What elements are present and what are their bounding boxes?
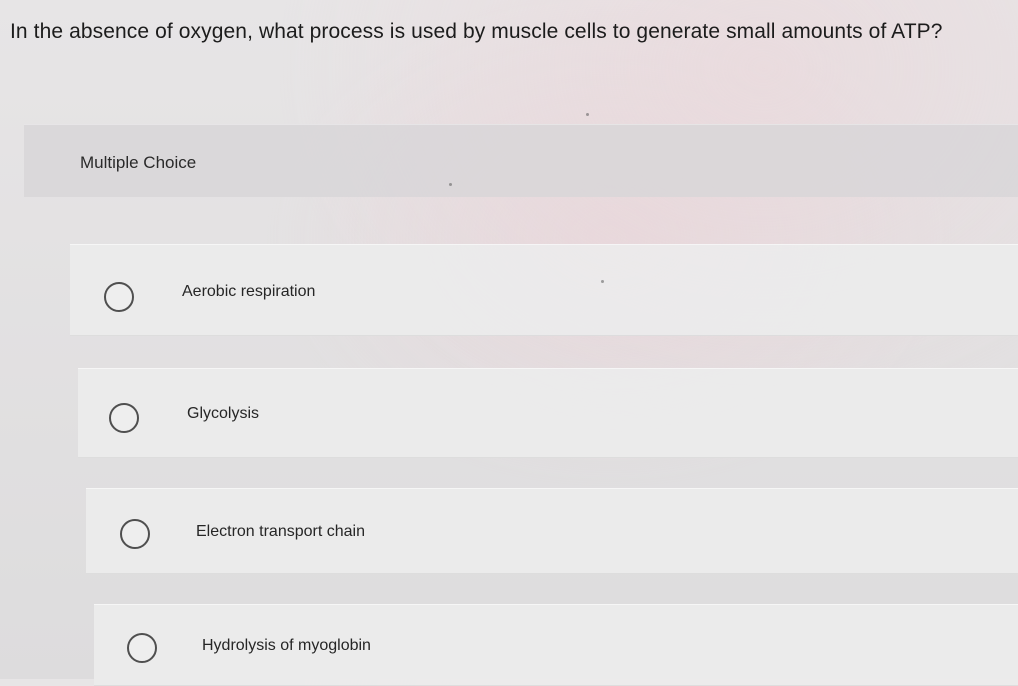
answer-option-hydrolysis-of-myoglobin[interactable]	[94, 604, 1018, 686]
background-speck	[449, 183, 452, 186]
multiple-choice-label: Multiple Choice	[80, 153, 197, 172]
question-text: In the absence of oxygen, what process is used by muscle cells to generate small amounts of ATP?	[10, 20, 943, 43]
radio-button[interactable]	[109, 403, 139, 433]
background-speck	[601, 280, 604, 283]
answer-option-aerobic-respiration[interactable]	[70, 244, 1018, 336]
answer-option-label: Glycolysis	[187, 405, 260, 422]
multiple-choice-header	[24, 124, 1018, 197]
radio-button[interactable]	[104, 282, 134, 312]
radio-button[interactable]	[127, 633, 157, 663]
radio-button[interactable]	[120, 519, 150, 549]
answer-option-glycolysis[interactable]	[78, 368, 1018, 458]
answer-option-label: Aerobic respiration	[182, 283, 316, 300]
answer-option-electron-transport-chain[interactable]	[86, 488, 1018, 574]
answer-option-label: Hydrolysis of myoglobin	[202, 637, 371, 654]
answer-option-label: Electron transport chain	[196, 523, 365, 540]
background-speck	[586, 113, 589, 116]
